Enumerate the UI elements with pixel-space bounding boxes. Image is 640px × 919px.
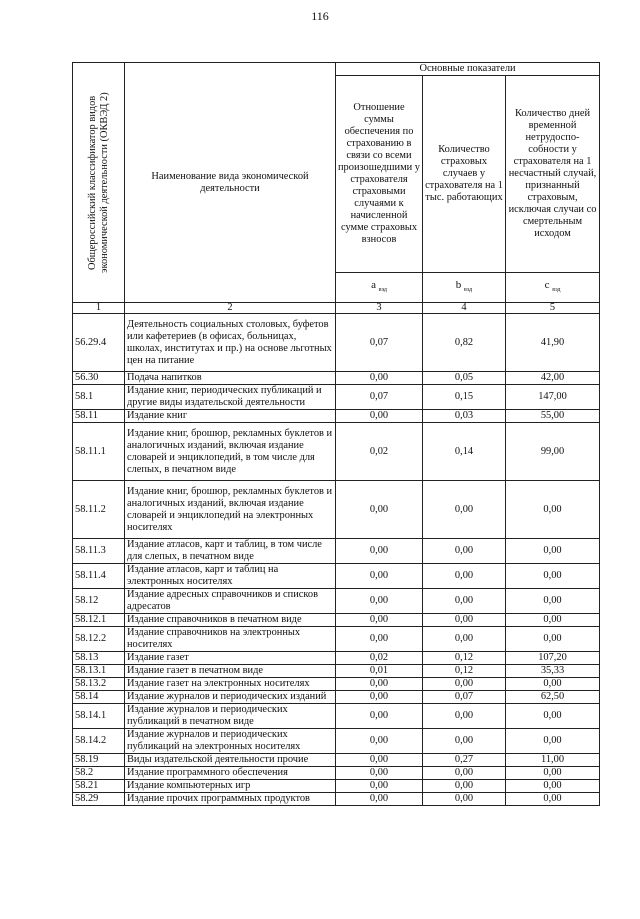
- value-b-cell: 0,00: [423, 564, 506, 589]
- activity-name-cell: Издание журналов и периодических публикаций на электронных носителях: [125, 729, 336, 754]
- value-c-cell: 107,20: [506, 652, 600, 665]
- activity-name-cell: Деятельность социальных столовых, буфетов или кафетериев (в офисах, больницах, школах, институтах и пр.) на основе льготных цен на питание: [125, 314, 336, 372]
- value-b-cell: 0,00: [423, 481, 506, 539]
- value-c-cell: 0,00: [506, 627, 600, 652]
- table-row: [73, 481, 600, 539]
- activity-name-header-text: Наименование вида экономической деятельности: [151, 170, 309, 194]
- okved-code-cell: 58.12: [73, 589, 125, 614]
- activity-name-cell: Издание книг, брошюр, рекламных буклетов и аналогичных изданий, включая издание словарей и энциклопедий на электронных носителях: [125, 481, 336, 539]
- okved-code-cell: 58.11.2: [73, 481, 125, 539]
- activity-name-cell: Издание газет: [125, 652, 336, 665]
- table-row: [73, 539, 600, 564]
- okved-code-cell: 56.29.4: [73, 314, 125, 372]
- value-b-cell: 0,00: [423, 767, 506, 780]
- value-b-cell: 0,82: [423, 314, 506, 372]
- col-a-symbol: [336, 273, 423, 303]
- value-a-cell: 0,00: [336, 793, 423, 806]
- page-number: 116: [311, 9, 329, 23]
- table-row: [73, 423, 600, 481]
- col-a-symbol-sub: вэд: [378, 287, 387, 294]
- column-index: 4: [423, 303, 506, 314]
- activity-name-cell: Издание атласов, карт и таблиц, в том числе для слепых, в печатном виде: [125, 539, 336, 564]
- table-row: [73, 410, 600, 423]
- value-a-cell: 0,00: [336, 589, 423, 614]
- column-index-row: [73, 303, 600, 314]
- activity-name-header: [125, 63, 336, 303]
- value-b-cell: 0,12: [423, 652, 506, 665]
- activity-name-cell: Издание книг, периодических публикаций и другие виды издательской деятельности: [125, 385, 336, 410]
- value-c-cell: 0,00: [506, 678, 600, 691]
- value-a-cell: 0,00: [336, 614, 423, 627]
- value-b-cell: 0,15: [423, 385, 506, 410]
- value-a-cell: 0,02: [336, 423, 423, 481]
- value-b-cell: 0,00: [423, 729, 506, 754]
- value-a-cell: 0,00: [336, 729, 423, 754]
- table-row: [73, 729, 600, 754]
- table-row: [73, 678, 600, 691]
- value-b-cell: 0,00: [423, 704, 506, 729]
- activity-name-cell: Издание книг: [125, 410, 336, 423]
- okved-code-cell: 58.11.1: [73, 423, 125, 481]
- column-index: 2: [125, 303, 336, 314]
- value-c-cell: 0,00: [506, 614, 600, 627]
- col-c-symbol-letter: c: [544, 278, 550, 291]
- value-c-cell: 35,33: [506, 665, 600, 678]
- value-c-cell: 0,00: [506, 539, 600, 564]
- value-c-cell: 0,00: [506, 767, 600, 780]
- classifier-header: Общероссийский классификатор видов экономической деятельности (ОКВЭД 2): [86, 92, 110, 273]
- okved-code-cell: 58.21: [73, 780, 125, 793]
- value-c-cell: 42,00: [506, 372, 600, 385]
- value-a-cell: 0,00: [336, 481, 423, 539]
- value-c-cell: 0,00: [506, 589, 600, 614]
- value-a-cell: 0,07: [336, 314, 423, 372]
- col-b-symbol-letter: b: [455, 278, 462, 291]
- table-row: [73, 627, 600, 652]
- value-c-cell: 0,00: [506, 481, 600, 539]
- col-b-symbol: [423, 273, 506, 303]
- table-row: [73, 614, 600, 627]
- value-c-cell: 41,90: [506, 314, 600, 372]
- activity-name-cell: Издание газет в печатном виде: [125, 665, 336, 678]
- activity-name-cell: Издание журналов и периодических изданий: [125, 691, 336, 704]
- okved-code-cell: 58.19: [73, 754, 125, 767]
- activity-name-cell: Издание книг, брошюр, рекламных буклетов и аналогичных изданий, включая издание словарей и энциклопедий, в том числе для слепых, в печатном виде: [125, 423, 336, 481]
- col-b-symbol-sub: вэд: [464, 287, 473, 294]
- col-a-header: Отношение суммы обеспечения по страхованию в связи со всеми произошедшими у страхователя страховыми случаями к начисленной сумме страховых взносов: [336, 76, 423, 273]
- table-row: [73, 564, 600, 589]
- value-a-cell: 0,00: [336, 704, 423, 729]
- table-row: [73, 589, 600, 614]
- main-indicators-header: Основные показатели: [336, 63, 600, 76]
- value-a-cell: 0,00: [336, 678, 423, 691]
- value-b-cell: 0,07: [423, 691, 506, 704]
- value-a-cell: 0,00: [336, 691, 423, 704]
- value-b-cell: 0,00: [423, 780, 506, 793]
- activity-name-cell: Подача напитков: [125, 372, 336, 385]
- okved-code-cell: 58.12.2: [73, 627, 125, 652]
- value-b-cell: 0,00: [423, 627, 506, 652]
- value-c-cell: 0,00: [506, 780, 600, 793]
- value-b-cell: 0,12: [423, 665, 506, 678]
- table-row: [73, 665, 600, 678]
- value-c-cell: 0,00: [506, 564, 600, 589]
- value-c-cell: 99,00: [506, 423, 600, 481]
- col-c-symbol-sub: вэд: [552, 287, 561, 294]
- okved-code-cell: 58.11.4: [73, 564, 125, 589]
- okved-code-cell: 58.12.1: [73, 614, 125, 627]
- table-row: [73, 704, 600, 729]
- value-a-cell: 0,02: [336, 652, 423, 665]
- activity-name-cell: Издание программного обеспечения: [125, 767, 336, 780]
- value-b-cell: 0,05: [423, 372, 506, 385]
- activity-name-cell: Виды издательской деятельности прочие: [125, 754, 336, 767]
- okved-code-cell: 58.29: [73, 793, 125, 806]
- okved-code-cell: 58.14.2: [73, 729, 125, 754]
- column-index: 1: [73, 303, 125, 314]
- table-row: [73, 314, 600, 372]
- col-a-symbol-letter: а: [371, 278, 376, 291]
- value-a-cell: 0,00: [336, 627, 423, 652]
- value-c-cell: 147,00: [506, 385, 600, 410]
- table-row: [73, 385, 600, 410]
- okved-code-cell: 58.2: [73, 767, 125, 780]
- table-row: [73, 652, 600, 665]
- value-b-cell: 0,03: [423, 410, 506, 423]
- value-a-cell: 0,07: [336, 385, 423, 410]
- value-b-cell: 0,00: [423, 793, 506, 806]
- okved-code-cell: 58.1: [73, 385, 125, 410]
- activity-name-cell: Издание справочников в печатном виде: [125, 614, 336, 627]
- okved-code-cell: 58.13: [73, 652, 125, 665]
- table-row: [73, 754, 600, 767]
- value-b-cell: 0,00: [423, 678, 506, 691]
- value-c-cell: 0,00: [506, 704, 600, 729]
- classifier-header-cell: [73, 63, 125, 303]
- insurance-indicators-table: [72, 62, 600, 806]
- table-row: [73, 372, 600, 385]
- table-row: [73, 767, 600, 780]
- table-row: [73, 793, 600, 806]
- value-a-cell: 0,00: [336, 539, 423, 564]
- value-b-cell: 0,00: [423, 614, 506, 627]
- activity-name-cell: Издание журналов и периодических публикаций в печатном виде: [125, 704, 336, 729]
- value-a-cell: 0,00: [336, 780, 423, 793]
- value-a-cell: 0,00: [336, 372, 423, 385]
- activity-name-cell: Издание адресных справочников и списков адресатов: [125, 589, 336, 614]
- value-c-cell: 0,00: [506, 793, 600, 806]
- okved-code-cell: 58.13.2: [73, 678, 125, 691]
- activity-name-cell: Издание атласов, карт и таблиц на электронных носителях: [125, 564, 336, 589]
- value-a-cell: 0,00: [336, 564, 423, 589]
- okved-code-cell: 58.11.3: [73, 539, 125, 564]
- okved-code-cell: 56.30: [73, 372, 125, 385]
- value-b-cell: 0,14: [423, 423, 506, 481]
- col-b-header: Количество страховых случаев у страхователя на 1 тыс. работающих: [423, 76, 506, 273]
- activity-name-cell: Издание газет на электронных носителях: [125, 678, 336, 691]
- okved-code-cell: 58.11: [73, 410, 125, 423]
- value-a-cell: 0,01: [336, 665, 423, 678]
- value-b-cell: 0,00: [423, 539, 506, 564]
- value-c-cell: 62,50: [506, 691, 600, 704]
- okved-code-cell: 58.13.1: [73, 665, 125, 678]
- value-c-cell: 11,00: [506, 754, 600, 767]
- value-b-cell: 0,27: [423, 754, 506, 767]
- col-c-symbol: [506, 273, 600, 303]
- activity-name-cell: Издание справочников на электронных носителях: [125, 627, 336, 652]
- table-row: [73, 780, 600, 793]
- value-c-cell: 0,00: [506, 729, 600, 754]
- okved-code-cell: 58.14.1: [73, 704, 125, 729]
- activity-name-cell: Издание прочих программных продуктов: [125, 793, 336, 806]
- table-row: [73, 691, 600, 704]
- value-a-cell: 0,00: [336, 767, 423, 780]
- value-c-cell: 55,00: [506, 410, 600, 423]
- value-a-cell: 0,00: [336, 754, 423, 767]
- activity-name-cell: Издание компьютерных игр: [125, 780, 336, 793]
- value-b-cell: 0,00: [423, 589, 506, 614]
- okved-code-cell: 58.14: [73, 691, 125, 704]
- value-a-cell: 0,00: [336, 410, 423, 423]
- col-c-header: Количество дней временной нетрудоспо-собности у страхователя на 1 несчастный случай, признанный страховым, исключая случаи со смертельным исходом: [506, 76, 600, 273]
- column-index: 3: [336, 303, 423, 314]
- column-index: 5: [506, 303, 600, 314]
